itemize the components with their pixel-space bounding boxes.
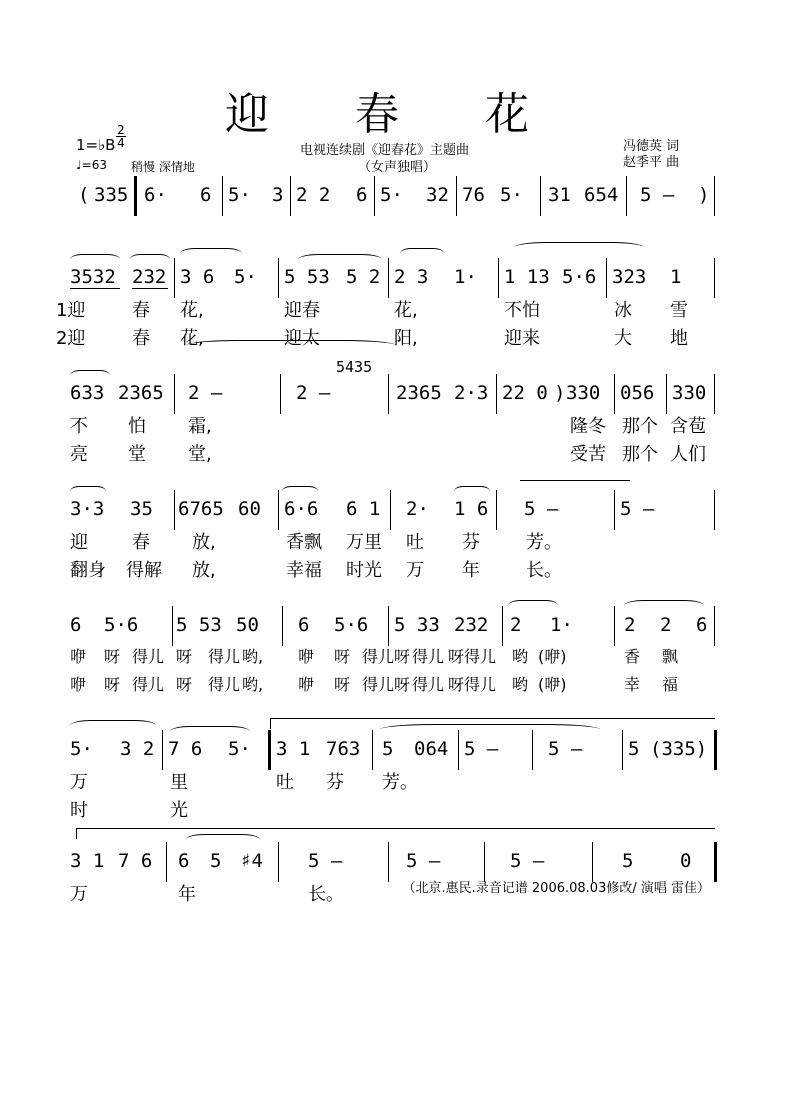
- lyric: 芳。: [382, 772, 418, 793]
- lyric: 不: [70, 416, 88, 437]
- tie: [380, 724, 600, 735]
- lyric: 幸: [624, 675, 641, 694]
- slur: [70, 486, 106, 497]
- note: 2: [510, 614, 522, 636]
- tempo-mark: ♩=63: [76, 158, 107, 172]
- lyricist-credit: 冯德英 词: [623, 139, 680, 154]
- lyric: 福: [662, 675, 679, 694]
- lyric: 2迎: [56, 328, 86, 349]
- lyric: 呀: [104, 675, 121, 694]
- note: 7 6: [118, 850, 153, 872]
- lyric: 受苦: [570, 444, 606, 465]
- lyric: 亮: [70, 444, 88, 465]
- note: 5 –: [640, 184, 675, 206]
- lyric: (咿): [538, 675, 567, 694]
- note: 6·6: [284, 498, 319, 520]
- barline: [222, 176, 223, 216]
- note: 50: [236, 614, 259, 636]
- underline-beam: [70, 288, 120, 289]
- lyric: 得儿: [362, 647, 395, 666]
- lyric: 呀: [334, 647, 351, 666]
- slur: [70, 370, 110, 381]
- slur: [298, 254, 382, 265]
- note: 5·6: [104, 614, 139, 636]
- barline: [388, 258, 389, 298]
- tie: [186, 340, 396, 351]
- note: 5 –: [308, 850, 343, 872]
- barline: [278, 842, 279, 882]
- note: 5 –: [548, 738, 583, 760]
- lyric: 堂: [128, 444, 146, 465]
- time-sig-bottom: 4: [117, 136, 125, 150]
- lyric: 呀: [176, 647, 193, 666]
- note: 064: [414, 738, 449, 760]
- lyric: 花,: [394, 300, 418, 321]
- lyric: 光: [170, 800, 188, 821]
- lyric: 得儿: [412, 675, 445, 694]
- note: ): [698, 184, 710, 206]
- lyrics-verse-1: [62, 768, 722, 796]
- note: 5: [382, 738, 394, 760]
- note: ): [554, 382, 566, 404]
- lyric: 得解: [126, 560, 162, 581]
- barline: [496, 374, 497, 414]
- barline: [268, 730, 271, 770]
- barline: [174, 490, 175, 530]
- slur: [70, 254, 120, 265]
- barline: [388, 842, 389, 882]
- underline-beam: [132, 288, 168, 289]
- barline: [498, 258, 499, 298]
- slur: [186, 834, 260, 845]
- barline: [172, 606, 173, 646]
- lyric: 飘: [662, 647, 679, 666]
- note: 2·: [406, 498, 429, 520]
- barline: [390, 490, 391, 530]
- lyric: 得儿: [208, 647, 241, 666]
- note: 1·: [550, 614, 573, 636]
- lyric: 翻身: [70, 560, 106, 581]
- note: 6: [298, 614, 310, 636]
- barline: [456, 176, 457, 216]
- barline: [278, 258, 279, 298]
- note: 330: [672, 382, 707, 404]
- note: 5 –: [620, 498, 655, 520]
- lyric: 呀得儿: [448, 647, 497, 666]
- slur: [624, 600, 704, 611]
- lyric: 春: [132, 328, 150, 349]
- note: 5 53: [284, 266, 330, 288]
- note: 32: [426, 184, 449, 206]
- lyric: 时: [70, 800, 88, 821]
- lyric: 霜,: [188, 416, 212, 437]
- note: 1·: [454, 266, 477, 288]
- lyric: 咿: [70, 647, 87, 666]
- note: 3 1: [70, 850, 105, 872]
- slur: [70, 720, 156, 731]
- note: 60: [238, 498, 261, 520]
- repeat-barline: [714, 730, 717, 770]
- barline: [622, 730, 623, 770]
- note: 6: [200, 184, 212, 206]
- slur: [400, 248, 444, 259]
- lyric: 幸福: [286, 560, 322, 581]
- barline: [592, 842, 593, 882]
- lyric: 怕: [128, 416, 146, 437]
- barline: [532, 730, 533, 770]
- note: 633: [70, 382, 105, 404]
- note: 5 2: [346, 266, 381, 288]
- note: 6: [696, 614, 708, 636]
- lyric: 咿: [298, 647, 315, 666]
- lyric: 隆冬: [570, 416, 606, 437]
- song-title: 迎 春 花: [225, 89, 565, 140]
- barline: [282, 606, 283, 646]
- barline: [166, 842, 167, 882]
- barline: [614, 490, 615, 530]
- note: 5·: [228, 738, 251, 760]
- lyrics-verse-2: [62, 440, 722, 468]
- lyric: 呀: [176, 675, 193, 694]
- lyric: 大: [614, 328, 632, 349]
- lyric: 哟,: [242, 647, 264, 666]
- note: 2 2: [296, 184, 331, 206]
- note: 2365: [118, 382, 164, 404]
- note: 5: [628, 738, 640, 760]
- barline: [540, 176, 541, 216]
- lyric: (咿): [538, 647, 567, 666]
- note: (: [78, 184, 90, 206]
- barline: [626, 176, 627, 216]
- note: 5: [622, 850, 634, 872]
- lyric: 年: [178, 884, 196, 905]
- barline: [614, 606, 615, 646]
- barline: [458, 730, 459, 770]
- lyric: 迎春: [284, 300, 320, 321]
- note: 5·: [500, 184, 523, 206]
- note: 6 1: [346, 498, 381, 520]
- note: 763: [326, 738, 361, 760]
- expression-mark: 稍慢 深情地: [131, 160, 195, 174]
- slur: [282, 486, 318, 497]
- note: 35: [130, 498, 153, 520]
- note: 2365: [396, 382, 442, 404]
- lyrics-verse-2: [56, 324, 722, 352]
- barline: [162, 730, 163, 770]
- lyric: 香: [624, 647, 641, 666]
- lyrics-verse-1: [62, 644, 722, 672]
- note: 2: [624, 614, 636, 636]
- note: 22 0: [502, 382, 548, 404]
- barline: [714, 374, 715, 414]
- lyric: 香飘: [286, 532, 322, 553]
- note: 2: [660, 614, 672, 636]
- note: 5 33: [394, 614, 440, 636]
- note: (335): [650, 738, 708, 760]
- note: 1: [670, 266, 682, 288]
- lyric: 哟: [512, 647, 529, 666]
- lyric: 万里: [346, 532, 382, 553]
- lyric: 含苞: [670, 416, 706, 437]
- lyric: 那个: [622, 444, 658, 465]
- lyric: 咿: [70, 675, 87, 694]
- barline: [388, 374, 389, 414]
- barline: [714, 176, 715, 216]
- note: 3 1: [276, 738, 311, 760]
- note: 2·3: [454, 382, 489, 404]
- note: 6: [178, 850, 190, 872]
- lyrics-verse-2: [62, 556, 722, 584]
- lyric: 得儿: [132, 675, 165, 694]
- lyric: 万: [70, 772, 88, 793]
- lyric: 地: [670, 328, 688, 349]
- barline: [278, 490, 279, 530]
- note: 330: [566, 382, 601, 404]
- barline: [374, 176, 375, 216]
- lyric: 呀: [104, 647, 121, 666]
- lyric: 堂,: [188, 444, 212, 465]
- note: 232: [132, 266, 167, 288]
- note: 5 –: [406, 850, 441, 872]
- slur: [454, 486, 490, 497]
- lyric: 雪: [670, 300, 688, 321]
- lyric: 放,: [192, 560, 216, 581]
- barline: [714, 606, 715, 646]
- lyrics-verse-1: [62, 412, 722, 440]
- lyric: 呀: [394, 675, 411, 694]
- barline: [372, 730, 373, 770]
- slur: [180, 248, 242, 259]
- note: 5 –: [510, 850, 545, 872]
- composer-credit: 赵季平 曲: [623, 155, 680, 170]
- note: 5·: [228, 184, 251, 206]
- note: 6: [70, 614, 82, 636]
- lyric: 那个: [622, 416, 658, 437]
- time-signature: [116, 124, 126, 149]
- note: 3 6: [180, 266, 215, 288]
- note: 2 3: [394, 266, 429, 288]
- lyric: 迎太: [284, 328, 320, 349]
- note: 2 –: [296, 382, 331, 404]
- repeat-barline: [134, 176, 137, 216]
- slur: [508, 600, 558, 611]
- lyric: 哟,: [242, 675, 264, 694]
- note: 335: [94, 184, 129, 206]
- note: 31: [548, 184, 571, 206]
- slur: [130, 254, 170, 265]
- lyric: 呀: [394, 647, 411, 666]
- lyrics-verse-1: [62, 528, 722, 556]
- lyric: 哟: [512, 675, 529, 694]
- note: 3·3: [70, 498, 105, 520]
- note: 323: [612, 266, 647, 288]
- grace-notes: 5435: [336, 358, 373, 376]
- barline: [502, 606, 503, 646]
- lyric: 里: [170, 772, 188, 793]
- note: 5·6: [334, 614, 369, 636]
- notation-row: [62, 184, 722, 224]
- barline: [484, 842, 485, 882]
- note: 3 2: [120, 738, 155, 760]
- note: 5 –: [464, 738, 499, 760]
- barline: [280, 374, 281, 414]
- note: 6·: [144, 184, 167, 206]
- note: 5·: [70, 738, 93, 760]
- lyric: 长。: [526, 560, 562, 581]
- lyric: 得儿: [412, 647, 445, 666]
- lyric: 万: [70, 884, 88, 905]
- lyric: 长。: [308, 884, 344, 905]
- lyric: 芳。: [526, 532, 562, 553]
- note: 5 53: [176, 614, 222, 636]
- lyric: 咿: [298, 675, 315, 694]
- slur: [170, 726, 250, 737]
- barline: [666, 374, 667, 414]
- lyric: 人们: [670, 444, 706, 465]
- lyric: 花,: [180, 300, 204, 321]
- lyric: 1迎: [56, 300, 86, 321]
- lyric: 时光: [346, 560, 382, 581]
- barline: [388, 606, 389, 646]
- note: ♯4: [240, 850, 263, 872]
- lyric: 万: [406, 560, 424, 581]
- barline: [614, 374, 615, 414]
- lyric: 迎: [70, 532, 88, 553]
- lyrics-verse-2: [62, 796, 722, 824]
- note: 0: [680, 850, 692, 872]
- lyric: 年: [462, 560, 480, 581]
- note: 3: [272, 184, 284, 206]
- note: 654: [584, 184, 619, 206]
- barline: [496, 490, 497, 530]
- lyric: 得儿: [132, 647, 165, 666]
- second-ending-bracket: [76, 828, 715, 839]
- final-barline: [714, 842, 717, 882]
- lyric: 呀: [334, 675, 351, 694]
- barline: [714, 258, 715, 298]
- subtitle: 电视连续剧《迎春花》主题曲: [300, 143, 470, 158]
- note: 5·: [234, 266, 257, 288]
- lyric: 吐: [406, 532, 424, 553]
- lyric: 得儿: [362, 675, 395, 694]
- note: 5·6: [562, 266, 597, 288]
- note: 6: [356, 184, 368, 206]
- note: 5: [210, 850, 222, 872]
- note: 6765: [178, 498, 224, 520]
- note: 1 6: [454, 498, 489, 520]
- lyric: 春: [132, 300, 150, 321]
- lyrics-verse-2: [62, 672, 722, 700]
- barline: [174, 258, 175, 298]
- performer-note: （女声独唱）: [358, 160, 437, 175]
- lyric: 吐: [276, 772, 294, 793]
- lyric: 迎来: [504, 328, 540, 349]
- lyric: 阳,: [394, 328, 418, 349]
- lyrics-verse-1: [56, 296, 722, 324]
- lyric: 花,: [180, 328, 204, 349]
- note: 232: [454, 614, 489, 636]
- lyric: 芬: [462, 532, 480, 553]
- lyric: 得儿: [208, 675, 241, 694]
- barline: [174, 374, 175, 414]
- transcription-note: （北京.惠民.录音记谱 2006.08.03修改/ 演唱 雷佳）: [402, 881, 710, 896]
- note: 3532: [70, 266, 116, 288]
- lyric: 不怕: [504, 300, 540, 321]
- key-signature: 1=♭B: [76, 136, 116, 154]
- note: 1 13: [504, 266, 550, 288]
- lyric: 呀得儿: [448, 675, 497, 694]
- barline: [606, 258, 607, 298]
- note: 76: [462, 184, 485, 206]
- lyric: 芬: [326, 772, 344, 793]
- slur: [514, 242, 644, 253]
- time-sig-top: 2: [117, 123, 125, 137]
- lyric: 冰: [614, 300, 632, 321]
- note: 7 6: [168, 738, 203, 760]
- note: 5 –: [524, 498, 559, 520]
- barline: [714, 490, 715, 530]
- note: 5·: [380, 184, 403, 206]
- note: 2 –: [188, 382, 223, 404]
- lyric: 春: [132, 532, 150, 553]
- note: 056: [620, 382, 655, 404]
- barline: [290, 176, 291, 216]
- lyric: 放,: [192, 532, 216, 553]
